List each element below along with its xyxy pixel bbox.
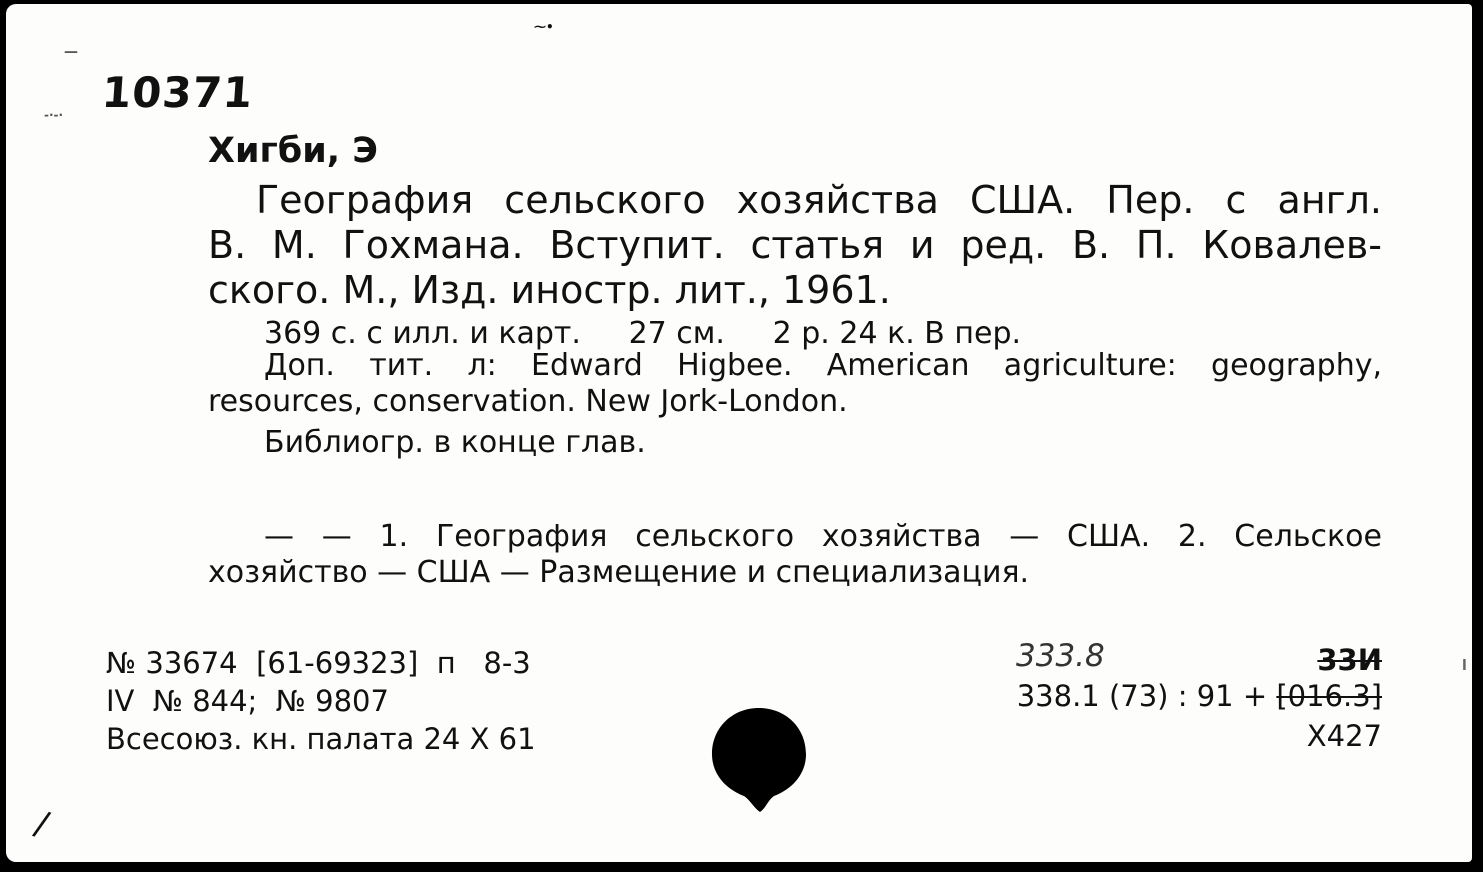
pencil-mark: ⅼ (1462, 658, 1467, 674)
registration-line: № 33674 [61-69323] п 8-3 (106, 646, 531, 680)
catalog-card (6, 4, 1472, 862)
additional-title-line: resources, conservation. New Jork-London. (208, 384, 848, 419)
registration-right (1006, 636, 1382, 756)
pencil-mark: / (30, 803, 54, 845)
inventory-number: 10371 (100, 68, 255, 117)
udc-index (1006, 676, 1382, 716)
subject-line: хозяйство — США — Размещение и специализация. (208, 555, 1030, 590)
handwritten-classification: 333.8 (1016, 638, 1105, 674)
punch-hole (710, 704, 808, 814)
cutter-number: X427 (1306, 719, 1382, 753)
title-line: В. М. Гохмана. Вступит. статья и ред. В. П. Ковалев- (208, 223, 1382, 267)
author-heading: Хигби, Э (208, 131, 378, 171)
registration-left (106, 644, 536, 758)
title-statement (208, 178, 1382, 313)
pencil-mark: — (64, 44, 78, 60)
additional-title-line: Доп. тит. л: Edward Higbee. American agriculture: geography, (264, 348, 1382, 383)
physical-description: 369 с. с илл. и карт. 27 см. 2 р. 24 к. В пер. (264, 316, 1022, 351)
registration-line: IV № 844; № 9807 (106, 684, 389, 718)
additional-title (208, 348, 1382, 420)
udc-struck: [016.3] (1276, 679, 1382, 713)
subject-line: — — 1. География сельского хозяйства — США. 2. Сельское (264, 519, 1382, 554)
title-line: География сельского хозяйства США. Пер. с англ. (256, 178, 1382, 222)
registration-line: Всесоюз. кн. палата 24 X 61 (106, 722, 536, 756)
pencil-mark: -·-· (44, 108, 64, 122)
title-line: ского. М., Изд. иностр. лит., 1961. (208, 268, 891, 312)
subject-headings (208, 519, 1382, 591)
udc-prefix: 338.1 (73) : 91 + (1016, 679, 1277, 713)
struck-code: 33И (1317, 643, 1382, 677)
bibliography-note: Библиогр. в конце глав. (264, 425, 646, 460)
pencil-mark: ⁓• (534, 20, 554, 34)
